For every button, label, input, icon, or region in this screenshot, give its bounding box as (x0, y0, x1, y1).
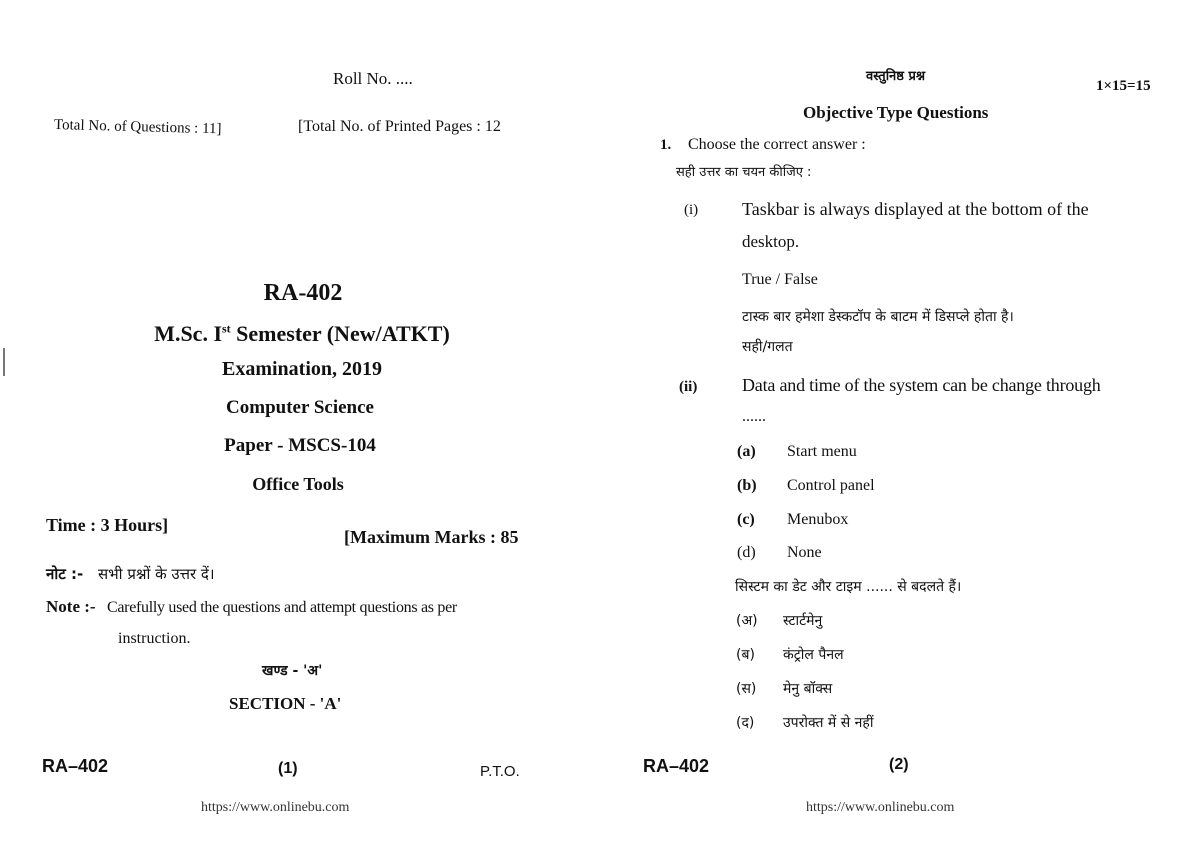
sub-q-ii-number: (ii) (679, 379, 698, 395)
option-label: (d) (737, 544, 756, 561)
option-text: Menubox (787, 511, 849, 528)
max-marks: [Maximum Marks : 85 (344, 527, 519, 547)
option-label: (a) (737, 443, 756, 460)
footer-pto: P.T.O. (480, 763, 520, 780)
sub-q-ii-line2: ...... (742, 408, 766, 425)
objective-header-en: Objective Type Questions (803, 103, 989, 122)
sub-q-i-true-false: True / False (742, 271, 818, 288)
course-title (154, 322, 450, 346)
sub-q-ii-line1: Data and time of the system can be change through (742, 375, 1101, 395)
option-label: (ब) (736, 647, 755, 663)
section-en: SECTION - 'A' (229, 694, 342, 713)
course-name: M.Sc. I (154, 321, 223, 346)
sub-q-ii-hi: सिस्टम का डेट और टाइम ...... से बदलते हैं। (735, 579, 962, 595)
sub-q-i-hi: टास्क बार हमेशा डेस्कटॉप के बाटम में डिसप्ले होता है। (742, 309, 1014, 325)
course-sup: st (222, 321, 231, 336)
option-text: मेनु बॉक्स (783, 681, 833, 697)
footer-code-left: RA–402 (42, 756, 109, 776)
sub-q-i-line1: Taskbar is always displayed at the bottom of the (742, 199, 1089, 219)
option-text: Start menu (787, 443, 857, 460)
footer-url-left: https://www.onlinebu.com (201, 800, 350, 815)
sub-q-i-line2: desktop. (742, 232, 800, 251)
footer-url-right: https://www.onlinebu.com (806, 800, 955, 815)
option-text: None (787, 544, 822, 561)
section-hi: खण्ड - 'अ' (262, 663, 323, 679)
option-text: उपरोक्त में से नहीं (783, 715, 874, 731)
question-hi: सही उत्तर का चयन कीजिए : (676, 165, 812, 180)
note-en-line2: instruction. (118, 630, 191, 647)
total-questions: Total No. of Questions : 11] (53, 117, 222, 138)
note-en-label: Note :- (46, 597, 96, 616)
footer-code-right: RA–402 (643, 756, 710, 776)
paper-number: Paper - MSCS-104 (224, 435, 376, 456)
note-hi-label: नोट :- (46, 565, 84, 583)
option-label: (स) (736, 681, 757, 697)
option-text: कंट्रोल पैनल (783, 647, 844, 663)
option-label: (द) (736, 715, 755, 731)
roll-no: Roll No. .... (333, 69, 413, 88)
note-en-line1: Carefully used the questions and attempt questions as per (107, 599, 457, 616)
option-label: (b) (737, 477, 757, 494)
sub-q-i-number: (i) (684, 202, 699, 218)
question-number: 1. (660, 137, 672, 153)
subject: Computer Science (226, 397, 374, 418)
objective-header-hi: वस्तुनिष्ठ प्रश्न (866, 69, 926, 84)
marks-allotment: 1×15=15 (1096, 78, 1151, 94)
scan-mark (3, 348, 5, 376)
sub-q-i-hi-true-false: सही/गलत (742, 339, 793, 355)
time-allowed: Time : 3 Hours] (46, 515, 169, 535)
note-hi: सभी प्रश्नों के उत्तर दें। (98, 565, 215, 583)
footer-page-right: (2) (889, 756, 909, 773)
question-en: Choose the correct answer : (688, 136, 866, 153)
total-pages: [Total No. of Printed Pages : 12 (298, 118, 501, 135)
paper-title: Office Tools (252, 474, 344, 494)
paper-code: RA-402 (263, 280, 343, 306)
exam-title: Examination, 2019 (221, 358, 383, 380)
option-label: (अ) (736, 613, 758, 629)
option-label: (c) (737, 511, 755, 528)
course-rest: Semester (New/ATKT) (230, 321, 450, 346)
option-text: Control panel (787, 477, 875, 494)
footer-page-left: (1) (278, 760, 298, 777)
option-text: स्टार्टमेनु (783, 613, 823, 629)
